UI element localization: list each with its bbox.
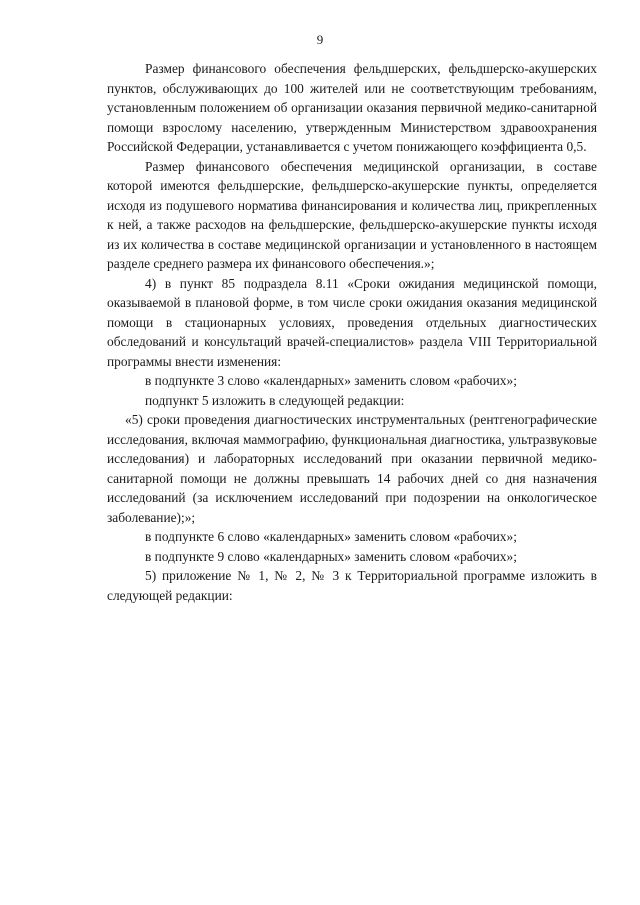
paragraph-medical-org-funding: Размер финансового обеспечения медицинской организации, в составе которой имеются фельдшерские, фельдшерско-акушерские пункты, определяется исходя из подушевого норматива финансирования и количества лиц, прикрепленных к ней, а также расходов на фельдшерские, фельдшерско-акушерские пункты исходя из их количества в составе медицинской организации и установленного в настоящем разделе среднего размера их финансового обеспечения.»; [107,158,597,271]
paragraph-item-5: 5) приложение № 1, № 2, № 3 к Территориальной программе изложить в следующей редакции: [107,568,597,603]
paragraph-subitem-6-change: в подпункте 6 слово «календарных» заменить словом «рабочих»; [145,529,517,544]
paragraph-subitem-3-change: в подпункте 3 слово «календарных» заменить словом «рабочих»; [145,373,517,388]
page-number: 9 [316,32,324,47]
document-body [107,59,597,605]
paragraph-subitem-5-text: «5) сроки проведения диагностических инструментальных (рентгенографические исследования, включая маммографию, функциональная диагностика, ультразвуковые исследования) и лабораторных исследований при оказании первичной медико-санитарной помощи не должны превышать 14 рабочих дней со дня назначения исследований (за исключением исследований при подозрении на онкологическое заболевание);»; [107,412,597,525]
paragraph-item-4: 4) в пункт 85 подраздела 8.11 «Сроки ожидания медицинской помощи, оказываемой в плановой форме, в том числе сроки ожидания оказания медицинской помощи в стационарных условиях, проведения отдельных диагностических обследований и консультаций врачей-специалистов» раздела VIII Территориальной программы внести изменения: [107,275,597,369]
paragraph-subitem-5-intro: подпункт 5 изложить в следующей редакции: [145,392,405,408]
paragraph-feldsher-funding: Размер финансового обеспечения фельдшерских, фельдшерско-акушерских пунктов, обслуживающих до 100 жителей или не соответствующим требованиям, установленным положением об организации оказания первичной медико-санитарной помощи взрослому населению, утвержденным Министерством здравоохранения Российской Федерации, устанавливается с учетом понижающего коэффициента 0,5. [107,61,597,154]
paragraph-subitem-9-change: в подпункте 9 слово «календарных» заменить словом «рабочих»; [145,548,517,564]
